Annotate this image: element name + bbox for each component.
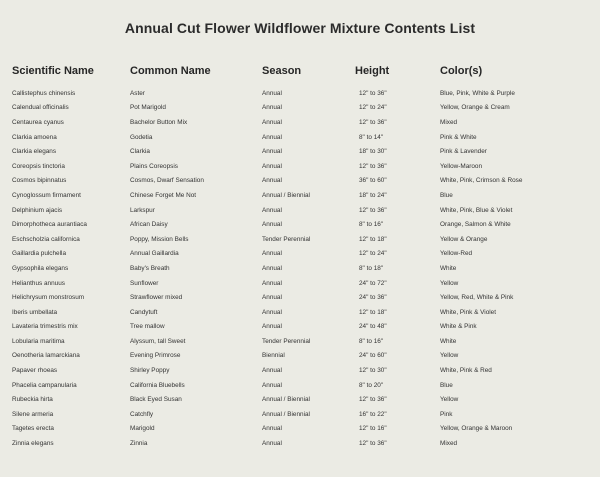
scientific-name-cell: Helichrysum monstrosum — [12, 294, 85, 302]
scientific-name-cell: Cynoglossum firmament — [12, 191, 81, 199]
scientific-name-cell: Callistephus chinensis — [12, 89, 76, 97]
colors-cell: Yellow & Orange — [440, 235, 488, 243]
season-cell: Annual — [262, 221, 282, 229]
common-name-cell: Chinese Forget Me Not — [130, 191, 197, 199]
season-cell: Annual / Biennial — [262, 191, 310, 199]
season-cell: Annual — [262, 367, 282, 375]
colors-cell: White & Pink — [440, 323, 477, 331]
season-cell: Biennial — [262, 352, 285, 360]
season-cell: Annual — [262, 89, 282, 97]
common-name-cell: Pot Marigold — [130, 104, 166, 112]
common-name-cell: Alyssum, tall Sweet — [130, 337, 186, 345]
colors-cell: Orange, Salmon & White — [440, 221, 511, 229]
height-cell: 8" to 16" — [359, 337, 384, 345]
table-row — [8, 392, 586, 407]
table-row — [8, 188, 586, 203]
table-row — [8, 232, 586, 247]
season-cell: Annual — [262, 323, 282, 331]
table-row — [8, 349, 586, 364]
scientific-name-cell: Clarkia elegans — [12, 148, 57, 156]
common-name-cell: Evening Primrose — [130, 352, 181, 360]
colors-cell: Pink & White — [440, 133, 477, 141]
height-cell: 12" to 36" — [359, 118, 387, 126]
common-name-cell: Aster — [130, 89, 145, 97]
height-cell: 8" to 16" — [359, 221, 384, 229]
common-name-cell: Poppy, Mission Bells — [130, 235, 189, 243]
colors-cell: White — [440, 337, 457, 345]
table-row — [8, 159, 586, 174]
height-cell: 12" to 36" — [359, 396, 387, 404]
scientific-name-cell: Dimorphotheca aurantiaca — [12, 221, 87, 229]
scientific-name-cell: Gypsophila elegans — [12, 264, 69, 272]
scientific-name-cell: Papaver rhoeas — [12, 367, 58, 375]
height-cell: 12" to 36" — [359, 162, 387, 170]
scientific-name-cell: Iberis umbellata — [12, 308, 58, 316]
common-name-cell: Marigold — [130, 425, 155, 433]
common-name-cell: Cosmos, Dwarf Sensation — [130, 177, 204, 185]
colors-cell: Blue — [440, 191, 453, 199]
season-cell: Annual — [262, 279, 282, 287]
common-name-cell: Baby's Breath — [130, 264, 170, 272]
height-cell: 18" to 24" — [359, 191, 387, 199]
season-cell: Annual — [262, 381, 282, 389]
colors-cell: Yellow — [440, 352, 459, 360]
colors-cell: Yellow — [440, 279, 459, 287]
table-row — [8, 334, 586, 349]
scientific-name-cell: Coreopsis tinctoria — [12, 162, 65, 170]
table-header-row — [8, 62, 586, 80]
height-cell: 8" to 20" — [359, 381, 384, 389]
height-cell: 24" to 72" — [359, 279, 387, 287]
table-body — [8, 80, 586, 451]
season-cell: Annual — [262, 250, 282, 258]
common-name-cell: Annual Gaillardia — [130, 250, 179, 258]
colors-cell: Mixed — [440, 440, 458, 448]
scientific-name-cell: Zinnia elegans — [12, 440, 54, 448]
scientific-name-cell: Eschscholzia californica — [12, 235, 80, 243]
table-row — [8, 261, 586, 276]
colors-cell: Blue, Pink, White & Purple — [440, 89, 515, 97]
height-cell: 24" to 48" — [359, 323, 387, 331]
height-cell: 12" to 16" — [359, 425, 387, 433]
scientific-name-cell: Phacelia campanularia — [12, 381, 77, 389]
season-cell: Annual — [262, 308, 282, 316]
header-season: Season — [262, 65, 302, 77]
common-name-cell: Tree mallow — [130, 323, 165, 331]
table-row — [8, 378, 586, 393]
header-common-name: Common Name — [130, 65, 211, 77]
height-cell: 12" to 30" — [359, 367, 387, 375]
table-row — [8, 115, 586, 130]
season-cell: Tender Perennial — [262, 337, 311, 345]
season-cell: Annual — [262, 294, 282, 302]
colors-cell: White, Pink, Blue & Violet — [440, 206, 513, 214]
colors-cell: Yellow-Red — [440, 250, 473, 258]
table-row — [8, 217, 586, 232]
season-cell: Annual / Biennial — [262, 410, 310, 418]
height-cell: 12" to 18" — [359, 235, 387, 243]
common-name-cell: Godetia — [130, 133, 153, 141]
scientific-name-cell: Centaurea cyanus — [12, 118, 64, 126]
scientific-name-cell: Lavateria trimestris mix — [12, 323, 78, 331]
colors-cell: White — [440, 264, 457, 272]
table-row — [8, 422, 586, 437]
table-row — [8, 144, 586, 159]
header-height: Height — [355, 65, 390, 77]
table-row — [8, 305, 586, 320]
height-cell: 8" to 18" — [359, 264, 384, 272]
common-name-cell: Larkspur — [130, 206, 155, 214]
height-cell: 36" to 60" — [359, 177, 387, 185]
scientific-name-cell: Delphinium ajacis — [12, 206, 63, 214]
colors-cell: Yellow, Red, White & Pink — [440, 294, 514, 302]
scientific-name-cell: Oenotheria lamarckiana — [12, 352, 80, 360]
scientific-name-cell: Gaillardia pulchella — [12, 250, 66, 258]
common-name-cell: Bachelor Button Mix — [130, 118, 188, 126]
scientific-name-cell: Tagetes erecta — [12, 425, 54, 433]
colors-cell: White, Pink & Red — [440, 367, 492, 375]
height-cell: 12" to 36" — [359, 89, 387, 97]
height-cell: 12" to 36" — [359, 440, 387, 448]
season-cell: Annual — [262, 148, 282, 156]
header-colors: Color(s) — [440, 65, 483, 77]
height-cell: 12" to 24" — [359, 250, 387, 258]
height-cell: 12" to 36" — [359, 206, 387, 214]
height-cell: 16" to 22" — [359, 410, 387, 418]
season-cell: Annual — [262, 177, 282, 185]
colors-cell: Pink — [440, 410, 453, 418]
table-row — [8, 320, 586, 335]
scientific-name-cell: Calendual officinalis — [12, 104, 69, 112]
height-cell: 12" to 24" — [359, 104, 387, 112]
height-cell: 24" to 60" — [359, 352, 387, 360]
height-cell: 24" to 36" — [359, 294, 387, 302]
height-cell: 12" to 18" — [359, 308, 387, 316]
season-cell: Annual — [262, 104, 282, 112]
common-name-cell: Candytuft — [130, 308, 158, 316]
table-row — [8, 407, 586, 422]
colors-cell: White, Pink, Crimson & Rose — [440, 177, 523, 185]
colors-cell: Yellow-Maroon — [440, 162, 483, 170]
season-cell: Annual / Biennial — [262, 396, 310, 404]
header-scientific-name: Scientific Name — [12, 65, 94, 77]
table-row — [8, 86, 586, 101]
colors-cell: Yellow — [440, 396, 459, 404]
common-name-cell: Black Eyed Susan — [130, 396, 182, 404]
season-cell: Annual — [262, 206, 282, 214]
page-title: Annual Cut Flower Wildflower Mixture Contents List — [124, 20, 476, 36]
common-name-cell: African Daisy — [130, 221, 168, 229]
common-name-cell: Sunflower — [130, 279, 159, 287]
colors-cell: Yellow, Orange & Maroon — [440, 425, 513, 433]
scientific-name-cell: Lobularia maritima — [12, 337, 65, 345]
common-name-cell: California Bluebells — [130, 381, 185, 389]
contents-table — [8, 62, 586, 451]
scientific-name-cell: Silene armeria — [12, 410, 54, 418]
common-name-cell: Clarkia — [130, 148, 150, 156]
colors-cell: Yellow, Orange & Cream — [440, 104, 510, 112]
common-name-cell: Strawflower mixed — [130, 294, 183, 302]
common-name-cell: Zinnia — [130, 440, 148, 448]
season-cell: Annual — [262, 264, 282, 272]
colors-cell: Blue — [440, 381, 453, 389]
table-row — [8, 290, 586, 305]
scientific-name-cell: Cosmos bipinnatus — [12, 177, 67, 185]
scientific-name-cell: Clarkia amoena — [12, 133, 57, 141]
season-cell: Annual — [262, 118, 282, 126]
table-row — [8, 363, 586, 378]
height-cell: 8" to 14" — [359, 133, 384, 141]
scientific-name-cell: Rubeckia hirta — [12, 396, 53, 404]
common-name-cell: Shirley Poppy — [130, 367, 170, 375]
table-row — [8, 203, 586, 218]
table-row — [8, 130, 586, 145]
season-cell: Annual — [262, 162, 282, 170]
colors-cell: Mixed — [440, 118, 458, 126]
colors-cell: White, Pink & Violet — [440, 308, 497, 316]
common-name-cell: Plains Coreopsis — [130, 162, 178, 170]
scientific-name-cell: Helianthus annuus — [12, 279, 65, 287]
table-row — [8, 436, 586, 451]
table-row — [8, 247, 586, 262]
table-row — [8, 174, 586, 189]
season-cell: Annual — [262, 425, 282, 433]
height-cell: 18" to 30" — [359, 148, 387, 156]
table-row — [8, 276, 586, 291]
season-cell: Annual — [262, 440, 282, 448]
season-cell: Tender Perennial — [262, 235, 311, 243]
colors-cell: Pink & Lavender — [440, 148, 487, 156]
table-row — [8, 101, 586, 116]
season-cell: Annual — [262, 133, 282, 141]
common-name-cell: Catchfly — [130, 410, 154, 418]
